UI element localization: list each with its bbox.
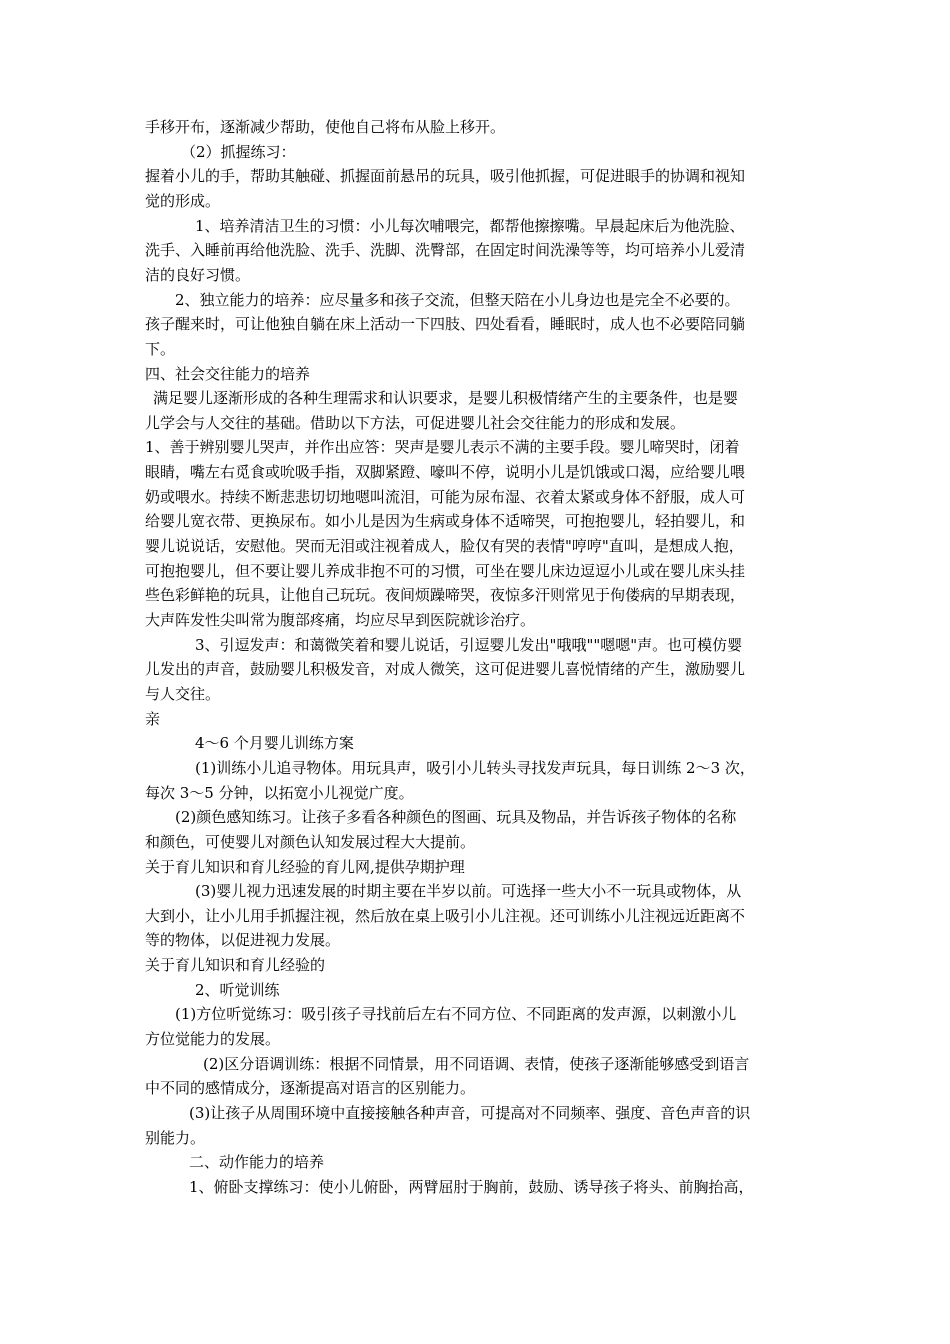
text-line: 等的物体，以促进视力发展。 xyxy=(145,931,341,950)
text-line: 1、善于辨别婴儿哭声，并作出应答：哭声是婴儿表示不满的主要手段。婴儿啼哭时，闭着 xyxy=(145,438,740,457)
text-line: 方位觉能力的发展。 xyxy=(145,1030,281,1049)
text-line: 大到小，让小儿用手抓握注视，然后放在桌上吸引小儿注视。还可训练小儿注视远近距离不 xyxy=(145,906,746,925)
text-line: 下。 xyxy=(145,339,176,358)
text-line: 关于育儿知识和育儿经验的育儿网,提供孕期护理 xyxy=(145,857,465,876)
text-line: 4～6 个月婴儿训练方案 xyxy=(195,734,354,753)
text-line: 3、引逗发声：和蔼微笑着和婴儿说话，引逗婴儿发出"哦哦""嗯嗯"声。也可模仿婴 xyxy=(195,635,743,654)
text-line: 握着小儿的手，帮助其触碰、抓握面前悬吊的玩具，吸引他抓握，可促进眼手的协调和视知 xyxy=(145,167,746,186)
text-line: 手移开布，逐渐减少帮助，使他自己将布从脸上移开。 xyxy=(145,118,506,136)
text-line: 奶或喂水。持续不断悲悲切切地嗯叫流泪，可能为尿布湿、衣着太紧或身体不舒服，成人可 xyxy=(145,487,746,506)
text-line: 给婴儿宽衣带、更换尿布。如小儿是因为生病或身体不适啼哭，可抱抱婴儿，轻拍婴儿，和 xyxy=(145,512,746,531)
text-line: 1、培养清洁卫生的习惯：小儿每次哺喂完，都帮他擦擦嘴。早晨起床后为他洗脸、 xyxy=(195,216,745,235)
text-line: 2、听觉训练 xyxy=(195,980,280,999)
text-line: （2）抓握练习： xyxy=(181,142,296,161)
text-line: 2、独立能力的培养：应尽量多和孩子交流，但整天陪在小儿身边也是完全不必要的。 xyxy=(175,290,740,309)
text-line: (2)区分语调训练：根据不同情景，用不同语调、表情，使孩子逐渐能够感受到语言 xyxy=(203,1054,750,1073)
text-line: 别能力。 xyxy=(145,1128,206,1147)
text-line: 关于育儿知识和育儿经验的 xyxy=(145,956,326,975)
text-line: 大声阵发性尖叫常为腹部疼痛，均应尽早到医院就诊治疗。 xyxy=(145,611,536,629)
text-line: 中不同的感情成分，逐渐提高对语言的区别能力。 xyxy=(145,1079,476,1098)
text-line: 每次 3～5 分钟，以拓宽小儿视觉广度。 xyxy=(145,783,414,802)
text-line: 儿发出的声音，鼓励婴儿积极发音，对成人微笑，这可促进婴儿喜悦情绪的产生，激励婴儿 xyxy=(145,660,746,679)
text-line: (1)方位听觉练习：吸引孩子寻找前后左右不同方位、不同距离的发声源，以刺激小儿 xyxy=(175,1005,737,1024)
text-line: 婴儿说说话，安慰他。哭而无泪或注视着成人，脸仅有哭的表情"哼哼"直叫，是想成人抱， xyxy=(145,537,744,556)
text-line: 孩子醒来时，可让他独自躺在床上活动一下四肢、四处看看，睡眠时，成人也不必要陪同躺 xyxy=(145,315,746,334)
text-line: (1)训练小儿追寻物体。用玩具声，吸引小儿转头寻找发声玩具，每日训练 2～3 次， xyxy=(195,758,755,777)
text-line: 和颜色，可使婴儿对颜色认知发展过程大大提前。 xyxy=(145,832,476,851)
text-line: (3)让孩子从周围环境中直接接触各种声音，可提高对不同频率、强度、音色声音的识 xyxy=(189,1104,751,1122)
text-line: 亲 xyxy=(145,709,161,728)
text-line: 可抱抱婴儿，但不要让婴儿养成非抱不可的习惯，可坐在婴儿床边逗逗小儿或在婴儿床头挂 xyxy=(145,561,746,580)
text-line: 眼睛，嘴左右觅食或吮吸手指，双脚紧蹬、嚎叫不停，说明小儿是饥饿或口渴，应给婴儿喂 xyxy=(145,463,746,482)
text-line: 洁的良好习惯。 xyxy=(145,265,251,284)
text-line: 觉的形成。 xyxy=(145,191,221,210)
text-line: 些色彩鲜艳的玩具，让他自己玩玩。夜间烦躁啼哭，夜惊多汗则常见于佝偻病的早期表现， xyxy=(145,586,746,605)
text-line: 1、俯卧支撑练习：使小儿俯卧，两臂屈肘于胸前，鼓励、诱导孩子将头、前胸抬高， xyxy=(189,1177,754,1196)
text-line: 四、社会交往能力的培养 xyxy=(145,364,311,383)
text-line: (2)颜色感知练习。让孩子多看各种颜色的图画、玩具及物品，并告诉孩子物体的名称 xyxy=(175,808,737,827)
text-line: (3)婴儿视力迅速发展的时期主要在半岁以前。可选择一些大小不一玩具或物体，从 xyxy=(195,882,742,901)
text-line: 与人交往。 xyxy=(145,684,221,703)
text-line: 洗手、入睡前再给他洗脸、洗手、洗脚、洗臀部，在固定时间洗澡等等，均可培养小儿爱清 xyxy=(145,241,746,260)
text-line: 满足婴儿逐渐形成的各种生理需求和认识要求，是婴儿积极情绪产生的主要条件，也是婴 xyxy=(153,389,739,408)
text-line: 儿学会与人交往的基础。借助以下方法，可促进婴儿社会交往能力的形成和发展。 xyxy=(145,413,686,432)
text-line: 二、动作能力的培养 xyxy=(189,1153,325,1172)
